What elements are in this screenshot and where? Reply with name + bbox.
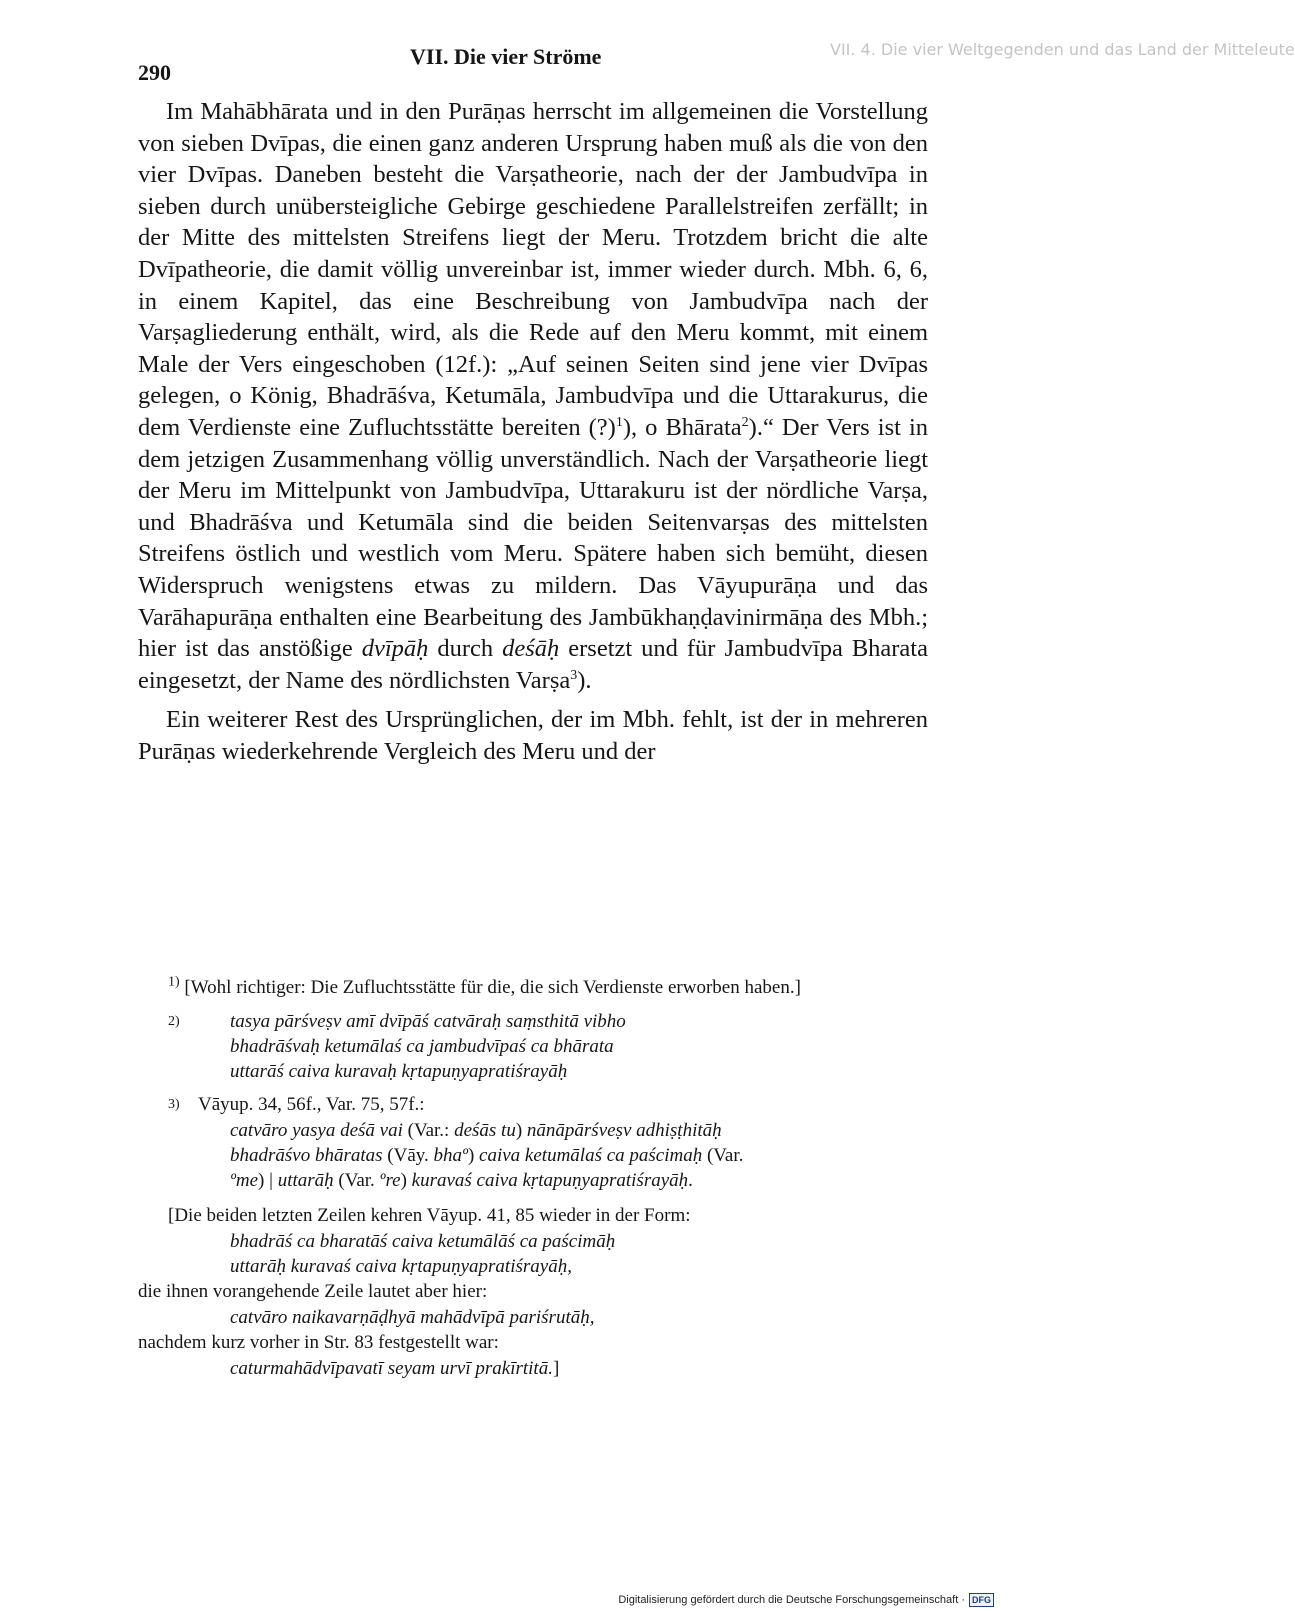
verse-line: catvāro yasya deśā vai (Var.: deśās tu) nānāpārśveṣv adhiṣṭhitāḥ (230, 1120, 722, 1141)
verse-line: catvāro naikavarṇāḍhyā mahādvīpā pariśrutāḥ, (230, 1307, 595, 1328)
footnote-prose: die ihnen vorangehende Zeile lautet aber hier: (138, 1281, 488, 1302)
footnote-prose: [Die beiden letzten Zeilen kehren Vāyup. 41, 85 wieder in der Form: (168, 1205, 691, 1226)
bleed-through-text: VII. 4. Die vier Weltgegenden und das Land der Mitteleute (830, 40, 1295, 59)
text-span: , o Bhārata (631, 413, 742, 441)
text-span: ersetzt und für Jambudvīpa Bharata eingesetzt, der Name des nördlichsten Varṣa (138, 635, 928, 694)
verse-line: bhadrāś ca bharatāś caiva ketumālāś ca paścimāḥ (230, 1231, 616, 1252)
verse-block (230, 1118, 918, 1193)
text-span: ). (577, 666, 592, 694)
running-title: VII. Die vier Ströme (410, 44, 602, 69)
verse-line: caturmahādvīpavatī seyam urvī prakīrtitā.] (230, 1358, 560, 1379)
footnote-prose: nachdem kurz vorher in Str. 83 festgestellt war: (138, 1332, 499, 1353)
footnote-ref-1: 1 (615, 414, 623, 430)
paragraph-2: Ein weiterer Rest des Ursprünglichen, der im Mbh. fehlt, ist der in mehreren Purāṇas wiederkehrende Vergleich des Meru und der (138, 706, 928, 765)
text-span: Im Mahābhārata und in den Purāṇas herrscht im allgemeinen die Vorstellung von sieben Dvīpas, die einen ganz anderen Ursprung haben muß als die von den vier Dvīpas. Daneben besteht die Varṣatheorie, nach der der Jambudvīpa in sieben durch unübersteigliche Gebirge geschiedene Parallelstreifen zerfällt; in der Mitte des mittelsten Streifens liegt der Meru. Trotzdem bricht die alte Dvīpatheorie, die damit völlig unvereinbar ist, immer wieder durch. Mbh. 6, 6, in einem Kapitel, das eine Beschreibung von Jambudvīpa nach der Varṣagliederung enthält, wird, als die Rede auf den Meru kommt, mit einem Male der Vers eingeschoben (12f.): „Auf seinen Seiten sind jene vier Dvīpas gelegen, o König, Bhadrāśva, Ketumāla, Jambudvīpa und die Uttarakurus, die dem Verdienste eine Zufluchtsstätte bereiten (?) (138, 98, 928, 441)
footnote-text: [Wohl richtiger: Die Zufluchtsstätte für die, die sich Verdienste erworben haben.] (184, 977, 801, 998)
page-header (138, 44, 938, 85)
footnote-marker: 1) (168, 974, 180, 990)
italic-term: deśāḥ (502, 635, 560, 663)
footnote-marker: 2) (168, 1014, 180, 1029)
verse-line: ºme) | uttarāḥ (Var. ºre) kuravaś caiva kṛtapuṇyapratiśrayāḥ. (230, 1170, 693, 1191)
italic-term: dvīpāḥ (361, 635, 429, 663)
verse-line: uttarāḥ kuravaś caiva kṛtapuṇyapratiśrayāḥ, (230, 1256, 572, 1277)
footnote-heading: Vāyup. 34, 56f., Var. 75, 57f.: (198, 1094, 425, 1115)
text-span: durch (428, 635, 503, 663)
digitization-footer (618, 1593, 994, 1607)
paragraph-1: Im Mahābhārata und in den Purāṇas herrscht im allgemeinen die Vorstellung von sieben Dvīpas, die einen ganz anderen Ursprung haben muß als die von den vier Dvīpas. Daneben besteht die Varṣatheorie, nach der der Jambudvīpa in sieben durch unübersteigliche Gebirge geschiedene Parallelstreifen zerfällt; in der Mitte des mittelsten Streifens liegt der Meru. Trotzdem bricht die alte Dvīpatheorie, die damit völlig unvereinbar ist, immer wieder durch. Mbh. 6, 6, in einem Kapitel, das eine Beschreibung von Jambudvīpa nach der Varṣagliederung enthält, wird, als die Rede auf den Meru kommt, mit einem Male der Vers eingeschoben (12f.): „Auf seinen Seiten sind jene vier Dvīpas gelegen, o König, Bhadrāśva, Ketumāla, Jambudvīpa und die Uttarakurus, die dem Verdienste eine Zufluchtsstätte bereiten (?)$^1$), o Bhārata$^2$).“ Der Vers ist in dem jetzigen Zusammenhang völlig unverständlich. Nach der Varṣatheorie liegt der Meru im Mittelpunkt von Jambudvīpa, Uttarakuru ist der nördliche Varṣa, und Bhadrāśva und Ketumāla sind die beiden Seitenvarṣas des mittelsten Streifens östlich und westlich vom Meru. Spätere haben sich bemüht, diesen Widerspruch wenigstens etwas zu mildern. Das Vāyupurāṇa und das Varāhapurāṇa enthalten eine Bearbeitung des Jambūkhaṇḍavinirmāṇa des Mbh.; hier ist das anstößige dvīpāḥ durch deśāḥ ersetzt und für Jambudvīpa Bharata eingesetzt, der Name des nördlichsten Varṣa$^3$). (138, 98, 929, 694)
text-span: ).“ Der Vers ist in dem jetzigen Zusammenhang völlig unverständlich. Nach der Varṣatheorie liegt der Meru im Mittelpunkt von Jambudvīpa, Uttarakuru ist der nördliche Varṣa, und Bhadrāśva und Ketumāla sind die beiden Seitenvarṣas des mittelsten Streifens östlich und westlich vom Meru. Spätere haben sich bemüht, diesen Widerspruch wenigstens etwas zu mildern. Das Vāyupurāṇa und das Varāhapurāṇa enthalten eine Bearbeitung des Jambūkhaṇḍavinirmāṇa des Mbh.; hier ist das anstößige (138, 413, 929, 663)
footnote-ref-3: 3 (570, 667, 578, 683)
footnote-ref-2: 2 (741, 414, 749, 430)
verse-line: bhadrāśvaḥ ketumālaś ca jambudvīpaś ca bhārata (230, 1036, 614, 1057)
verse-line: uttarāś caiva kuravaḥ kṛtapuṇyapratiśrayāḥ (230, 1061, 568, 1082)
dfg-logo: DFG (969, 1593, 994, 1607)
verse-line: bhadrāśvo bhāratas (Vāy. bhaº) caiva ketumālaś ca paścimaḥ (Var. (230, 1145, 744, 1166)
footnotes (138, 975, 918, 1389)
footnote-2 (138, 1009, 918, 1084)
page-number: 290 (138, 60, 171, 85)
verse-line: tasya pārśveṣv amī dvīpāś catvāraḥ saṃsthitā vibho (230, 1011, 626, 1032)
main-text (138, 96, 928, 767)
footnote-marker: 3) (168, 1097, 180, 1112)
footer-text: Digitalisierung gefördert durch die Deutsche Forschungsgemeinschaft · (618, 1594, 965, 1606)
footnote-1 (138, 975, 918, 1001)
footnote-3 (138, 1092, 918, 1381)
